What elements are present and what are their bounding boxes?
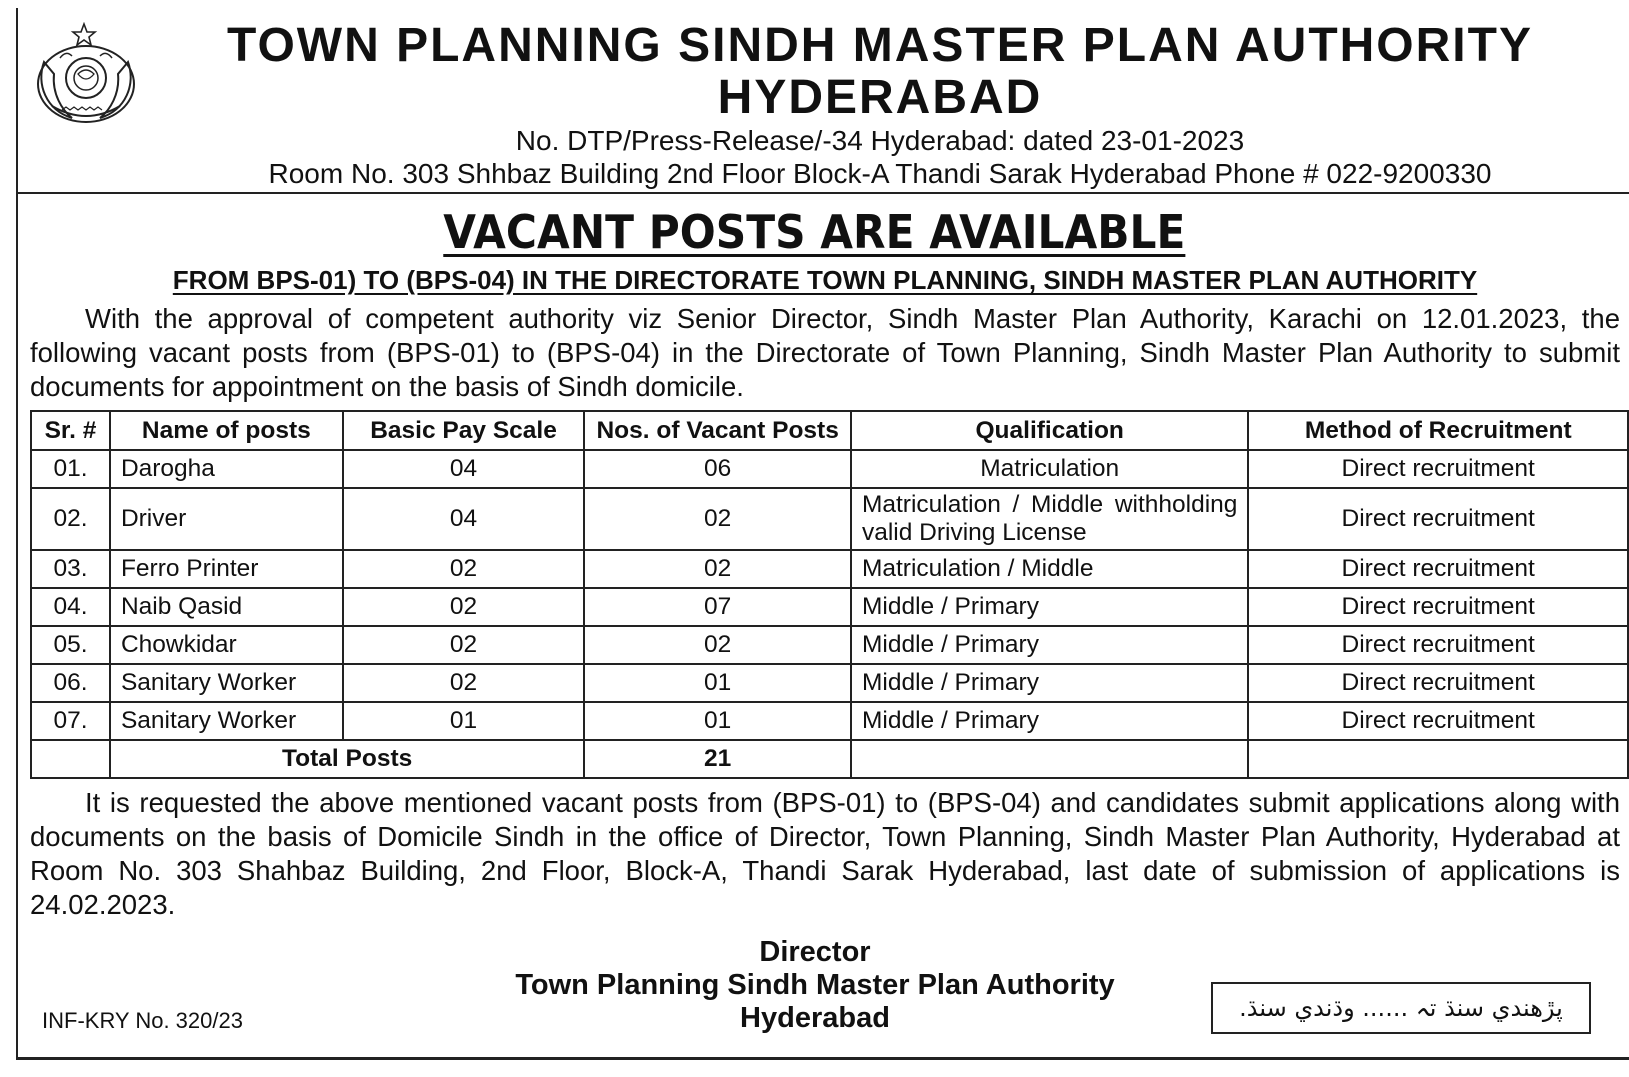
cell-method: Direct recruitment bbox=[1248, 488, 1628, 550]
column-header-method: Method of Recruitment bbox=[1248, 411, 1628, 450]
cell-name: Driver bbox=[110, 488, 343, 550]
cell-bps: 02 bbox=[343, 664, 585, 702]
cell-qualification: Middle / Primary bbox=[851, 588, 1248, 626]
cell-qualification: Matriculation / Middle bbox=[851, 550, 1248, 588]
cell-name: Naib Qasid bbox=[110, 588, 343, 626]
cell-posts: 02 bbox=[584, 488, 851, 550]
cell-posts: 02 bbox=[584, 626, 851, 664]
signatory-city: Hyderabad bbox=[740, 1002, 890, 1034]
total-row bbox=[31, 740, 1628, 778]
cell-empty bbox=[1248, 740, 1628, 778]
table-row bbox=[31, 450, 1628, 488]
table-header-row bbox=[31, 411, 1628, 450]
cell-bps: 04 bbox=[343, 450, 585, 488]
inf-number: INF-KRY No. 320/23 bbox=[42, 1008, 243, 1033]
table-row bbox=[31, 702, 1628, 740]
total-value: 21 bbox=[584, 740, 851, 778]
cell-bps: 02 bbox=[343, 588, 585, 626]
sindhi-slogan-box bbox=[1211, 982, 1591, 1034]
sindh-government-emblem-icon bbox=[32, 22, 140, 126]
subtitle: FROM BPS-01) TO (BPS-04) IN THE DIRECTORATE TOWN PLANNING, SINDH MASTER PLAN AUTHORITY bbox=[172, 265, 1478, 295]
cell-empty bbox=[31, 740, 110, 778]
cell-qualification: Matriculation bbox=[851, 450, 1248, 488]
signatory-office: Town Planning Sindh Master Plan Authority bbox=[515, 969, 1115, 1001]
cell-sr: 04. bbox=[31, 588, 110, 626]
cell-qualification: Middle / Primary bbox=[851, 626, 1248, 664]
cell-sr: 02. bbox=[31, 488, 110, 550]
cell-sr: 07. bbox=[31, 702, 110, 740]
column-header-qualification: Qualification bbox=[851, 411, 1248, 450]
cell-qualification: Middle / Primary bbox=[851, 702, 1248, 740]
sindhi-slogan: پڙهندي سنڌ تہ ...... وڌندي سنڌ. bbox=[1239, 994, 1563, 1022]
cell-posts: 02 bbox=[584, 550, 851, 588]
cell-sr: 03. bbox=[31, 550, 110, 588]
cell-name: Ferro Printer bbox=[110, 550, 343, 588]
cell-posts: 01 bbox=[584, 702, 851, 740]
total-label: Total Posts bbox=[110, 740, 584, 778]
cell-sr: 06. bbox=[31, 664, 110, 702]
table-row bbox=[31, 550, 1628, 588]
cell-bps: 02 bbox=[343, 550, 585, 588]
column-header-name: Name of posts bbox=[110, 411, 343, 450]
cell-method: Direct recruitment bbox=[1248, 550, 1628, 588]
cell-posts: 01 bbox=[584, 664, 851, 702]
cell-qualification: Middle / Primary bbox=[851, 664, 1248, 702]
cell-qualification bbox=[851, 488, 1248, 550]
banner-text: VACANT POSTS ARE AVAILABLE bbox=[443, 205, 1186, 259]
cell-bps: 04 bbox=[343, 488, 585, 550]
cell-name: Sanitary Worker bbox=[110, 702, 343, 740]
table-row bbox=[31, 664, 1628, 702]
cell-name: Chowkidar bbox=[110, 626, 343, 664]
cell-method: Direct recruitment bbox=[1248, 450, 1628, 488]
signatory-title: Director bbox=[759, 936, 871, 968]
cell-sr: 05. bbox=[31, 626, 110, 664]
intro-paragraph bbox=[30, 302, 1620, 404]
table-row bbox=[31, 626, 1628, 664]
closing-text: It is requested the above mentioned vacant posts from (BPS-01) to (BPS-04) and candidates submit applications along with documents on the basis of Domicile Sindh in the office of Director, Town Planning, Sindh Master Plan Authority, Hyderabad at Room No. 303 Shahbaz Building, 2nd Floor, Block-A, Thandi Sarak Hyderabad, last date of submission of applications is 24.02.2023. bbox=[30, 787, 1620, 920]
reference-number: No. DTP/Press-Release/-34 Hyderabad: dated 23-01-2023 bbox=[515, 125, 1245, 156]
intro-text: With the approval of competent authority viz Senior Director, Sindh Master Plan Authority, Karachi on 12.01.2023, the following vacant posts from (BPS-01) to (BPS-04) in the Directorate of Town Planning, Sindh Master Plan Authority to submit documents for appointment on the basis of Sindh domicile. bbox=[30, 303, 1620, 402]
cell-name: Darogha bbox=[110, 450, 343, 488]
authority-city: HYDERABAD bbox=[717, 71, 1043, 124]
cell-posts: 07 bbox=[584, 588, 851, 626]
cell-bps: 01 bbox=[343, 702, 585, 740]
table-row bbox=[31, 588, 1628, 626]
authority-title: TOWN PLANNING SINDH MASTER PLAN AUTHORITY bbox=[227, 19, 1533, 72]
cell-method: Direct recruitment bbox=[1248, 702, 1628, 740]
cell-empty bbox=[851, 740, 1248, 778]
cell-sr: 01. bbox=[31, 450, 110, 488]
table-row bbox=[31, 488, 1628, 550]
cell-method: Direct recruitment bbox=[1248, 626, 1628, 664]
qualification-line-2: valid Driving License bbox=[861, 519, 1087, 546]
closing-paragraph bbox=[30, 786, 1620, 922]
cell-bps: 02 bbox=[343, 626, 585, 664]
cell-method: Direct recruitment bbox=[1248, 664, 1628, 702]
column-header-sr: Sr. # bbox=[31, 411, 110, 450]
qualification-line-1: Matriculation / Middle withholding bbox=[861, 491, 1238, 518]
cell-posts: 06 bbox=[584, 450, 851, 488]
column-header-bps: Basic Pay Scale bbox=[343, 411, 585, 450]
column-header-posts: Nos. of Vacant Posts bbox=[584, 411, 851, 450]
cell-name: Sanitary Worker bbox=[110, 664, 343, 702]
cell-method: Direct recruitment bbox=[1248, 588, 1628, 626]
office-address: Room No. 303 Shhbaz Building 2nd Floor Block-A Thandi Sarak Hyderabad Phone # 022-9200330 bbox=[268, 158, 1492, 189]
banner-heading bbox=[0, 205, 1629, 259]
vacancy-table bbox=[30, 410, 1629, 779]
